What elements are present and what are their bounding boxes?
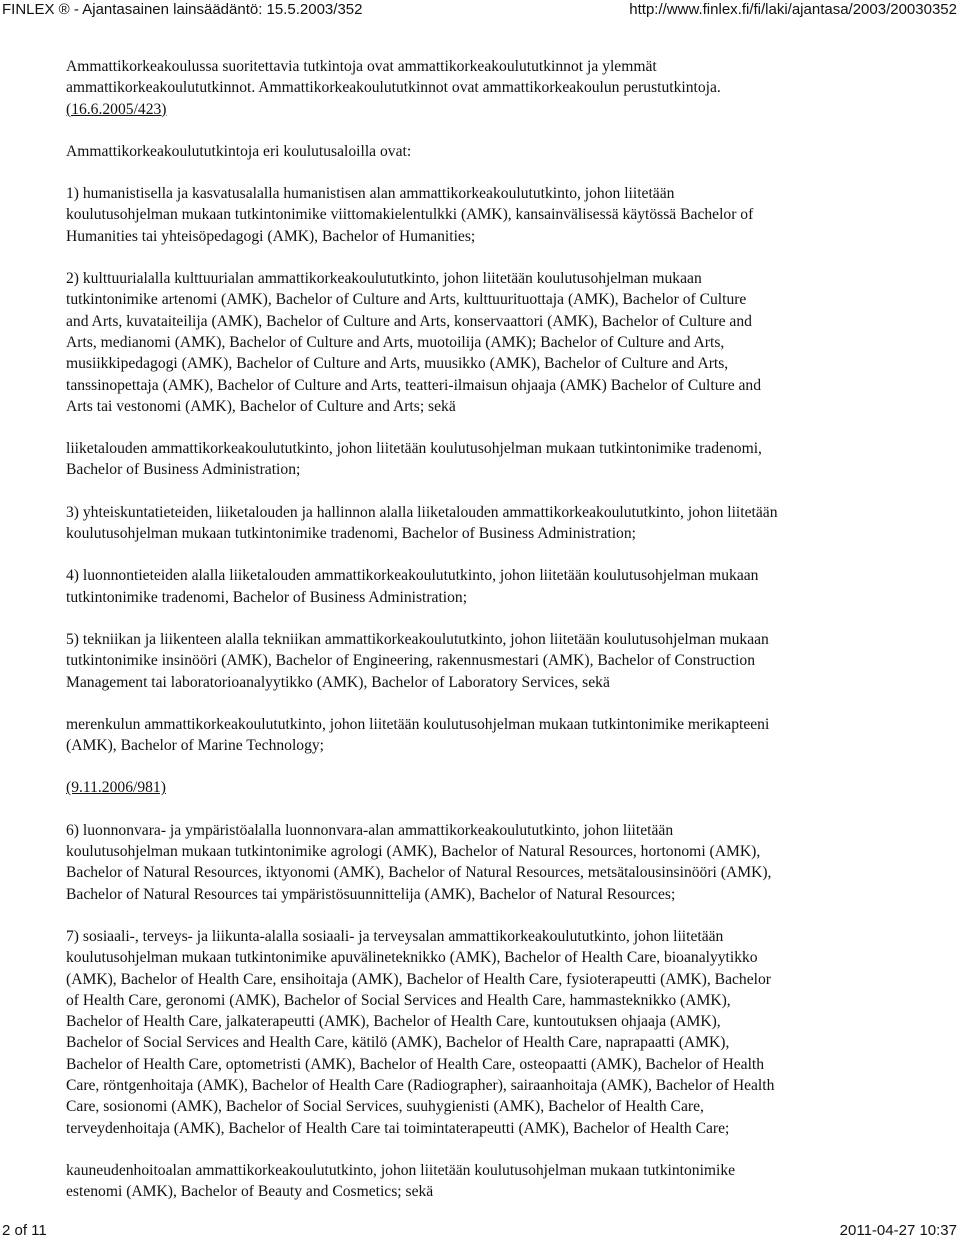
document-title: FINLEX ® - Ajantasainen lainsäädäntö: 15.5.2003/352	[2, 1, 363, 18]
text-line: Bachelor of Natural Resources, iktyonomi (AMK), Bachelor of Natural Resources, metsätalousinsinööri (AMK),	[66, 864, 772, 882]
text-line: tutkintonimike artenomi (AMK), Bachelor of Culture and Arts, kulttuurituottaja (AMK), Bachelor of Culture	[66, 291, 747, 309]
text-line: koulutusohjelman mukaan tutkintonimike viittomakielentulkki (AMK), kansainvälisessä käytössä Bachelor of	[66, 206, 754, 224]
text-line: Bachelor of Natural Resources tai ympäristösuunnittelija (AMK), Bachelor of Natural Resources;	[66, 885, 676, 903]
text-line: (AMK), Bachelor of Health Care, ensihoitaja (AMK), Bachelor of Health Care, fysioterapeutti (AMK), Bachelor	[66, 970, 771, 988]
text-line: Arts, medianomi (AMK), Bachelor of Culture and Arts, muotoilija (AMK); Bachelor of Culture and Arts,	[66, 333, 725, 351]
text-line: estenomi (AMK), Bachelor of Beauty and Cosmetics; sekä	[66, 1183, 434, 1201]
text-line: Bachelor of Business Administration;	[66, 461, 301, 479]
text-line: tutkintonimike insinööri (AMK), Bachelor of Engineering, rakennusmestari (AMK), Bachelor of Construction	[66, 652, 756, 670]
list-item-5-maritime	[66, 714, 906, 757]
paragraph-intro	[66, 56, 906, 120]
print-footer	[0, 1222, 960, 1241]
text-line: koulutusohjelman mukaan tutkintonimike agrologi (AMK), Bachelor of Natural Resources, hortonomi (AMK),	[66, 843, 761, 861]
text-line: musiikkipedagogi (AMK), Bachelor of Culture and Arts, muusikko (AMK), Bachelor of Culture and Arts,	[66, 355, 729, 373]
print-timestamp: 2011-04-27 10:37	[839, 1222, 957, 1239]
text-line: tutkintonimike tradenomi, Bachelor of Business Administration;	[66, 588, 468, 606]
list-item-1	[66, 183, 906, 247]
text-line: koulutusohjelman mukaan tutkintonimike apuvälineteknikko (AMK), Bachelor of Health Care, bioanalyytikko	[66, 949, 758, 967]
text-line: Ammattikorkeakoulututkintoja eri koulutusaloilla ovat:	[66, 142, 412, 160]
text-line: merenkulun ammattikorkeakoulututkinto, johon liitetään koulutusohjelman mukaan tutkintonimike merikapteeni	[66, 715, 770, 733]
text-line: liiketalouden ammattikorkeakoulututkinto, johon liitetään koulutusohjelman mukaan tutkintonimike tradenomi,	[66, 440, 762, 458]
text-line: Management tai laboratorioanalyytikko (AMK), Bachelor of Laboratory Services, sekä	[66, 673, 610, 691]
text-line: Care, röntgenhoitaja (AMK), Bachelor of Health Care (Radiographer), sairaanhoitaja (AMK), Bachelor of Health	[66, 1076, 775, 1094]
text-line: Ammattikorkeakoulussa suoritettavia tutkintoja ovat ammattikorkeakoulututkinnot ja ylemmät	[66, 58, 657, 75]
amendment-link[interactable]: (16.6.2005/423)	[66, 100, 167, 118]
text-line: 2) kulttuurialalla kulttuurialan ammattikorkeakoulututkinto, johon liitetään koulutusohjelman mukaan	[66, 270, 702, 288]
text-line: 1) humanistisella ja kasvatusalalla humanistisen alan ammattikorkeakoulututkinto, johon liitetään	[66, 185, 675, 203]
paragraph-lead	[66, 141, 906, 162]
amendment-link[interactable]: (9.11.2006/981)	[66, 779, 166, 797]
text-line: koulutusohjelman mukaan tutkintonimike tradenomi, Bachelor of Business Administration;	[66, 525, 636, 543]
list-item-4	[66, 565, 906, 608]
text-line: 7) sosiaali-, terveys- ja liikunta-alalla sosiaali- ja terveysalan ammattikorkeakoulututkinto, johon liitetään	[66, 927, 724, 945]
print-header	[0, 0, 960, 22]
list-item-5	[66, 629, 906, 693]
text-line: Bachelor of Health Care, optometristi (AMK), Bachelor of Health Care, osteopaatti (AMK), Bachelor of Health	[66, 1055, 765, 1073]
text-line: of Health Care, geronomi (AMK), Bachelor of Social Services and Health Care, hammasteknikko (AMK),	[66, 991, 731, 1009]
text-line: Humanities tai yhteisöpedagogi (AMK), Bachelor of Humanities;	[66, 227, 476, 245]
text-line: 5) tekniikan ja liikenteen alalla tekniikan ammattikorkeakoulututkinto, johon liitetään koulutusohjelman mukaan	[66, 630, 769, 648]
text-line: Bachelor of Social Services and Health Care, kätilö (AMK), Bachelor of Health Care, naprapaatti (AMK),	[66, 1034, 730, 1052]
text-line: 3) yhteiskuntatieteiden, liiketalouden ja hallinnon alalla liiketalouden ammattikorkeakoulututkinto, johon liitetään	[66, 503, 778, 521]
document-body	[66, 56, 906, 1223]
text-line: Care, sosionomi (AMK), Bachelor of Social Services, suuhygienisti (AMK), Bachelor of Health Care,	[66, 1098, 704, 1116]
list-item-6	[66, 820, 906, 905]
list-item-2-business	[66, 438, 906, 481]
text-line: ammattikorkeakoulututkinnot. Ammattikorkeakoulututkinnot ovat ammattikorkeakoulun perustutkintoja.	[66, 79, 721, 97]
text-line: terveydenhoitaja (AMK), Bachelor of Health Care tai toimintaterapeutti (AMK), Bachelor of Health Care;	[66, 1119, 730, 1137]
amendment-reference	[66, 777, 906, 798]
list-item-2	[66, 268, 906, 417]
document-url: http://www.finlex.fi/fi/laki/ajantasa/2003/20030352	[629, 1, 957, 18]
text-line: Bachelor of Health Care, jalkaterapeutti (AMK), Bachelor of Health Care, kuntoutuksen ohjaaja (AMK),	[66, 1013, 721, 1031]
list-item-7	[66, 926, 906, 1139]
list-item-3	[66, 502, 906, 545]
text-line: (AMK), Bachelor of Marine Technology;	[66, 737, 325, 755]
text-line: kauneudenhoitoalan ammattikorkeakoulututkinto, johon liitetään koulutusohjelman mukaan tutkintonimike	[66, 1161, 736, 1179]
page-counter: 2 of 11	[2, 1222, 47, 1239]
text-line: Arts tai vestonomi (AMK), Bachelor of Culture and Arts; sekä	[66, 397, 456, 415]
text-line: tanssinopettaja (AMK), Bachelor of Culture and Arts, teatteri-ilmaisun ohjaaja (AMK) Bachelor of Culture and	[66, 376, 762, 394]
list-item-7-beauty	[66, 1160, 906, 1203]
text-line: 6) luonnonvara- ja ympäristöalalla luonnonvara-alan ammattikorkeakoulututkinto, johon liitetään	[66, 821, 674, 839]
text-line: 4) luonnontieteiden alalla liiketalouden ammattikorkeakoulututkinto, johon liitetään koulutusohjelman mukaan	[66, 567, 759, 585]
text-line: and Arts, kuvataiteilija (AMK), Bachelor of Culture and Arts, konservaattori (AMK), Bachelor of Culture and	[66, 312, 752, 330]
